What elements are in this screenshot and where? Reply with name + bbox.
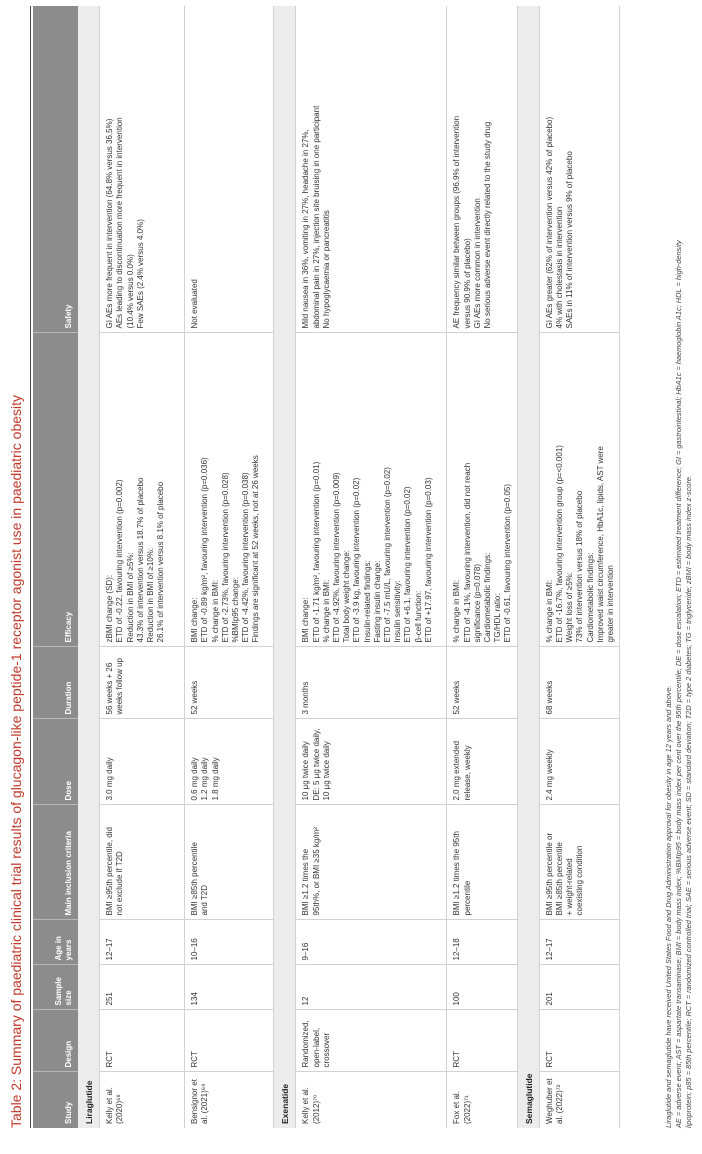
group-row-liraglutide <box>78 6 100 1128</box>
cell-line: 0.6 mg daily <box>190 757 200 801</box>
table-footnotes <box>664 8 694 1128</box>
cell-line: No serious adverse event directly related to the study drug <box>483 121 493 329</box>
cell-line: versus 90.9% of placebo) <box>462 238 472 329</box>
table-row <box>296 6 447 1128</box>
header-sample-size: Sample size <box>33 965 78 1010</box>
cell-dose <box>185 719 274 805</box>
table-row <box>100 6 185 1128</box>
cell-line: GI AEs greater (62% of intervention versus 42% of placebo) <box>544 116 554 329</box>
cell-criteria <box>296 805 447 920</box>
cell-line: 2.0 mg extended <box>452 740 462 801</box>
footnote-approval: Liraglutide and semaglutide have received United States Food and Drug Administration approval for obesity in age 12 years and above. <box>664 685 673 1128</box>
cell-line: 1.8 mg daily <box>210 757 220 801</box>
cell-line: BMI change: <box>301 597 311 643</box>
group-row-exenatide <box>274 6 296 1128</box>
cell-line: ETD of -7.5 mU/L, favouring intervention (p=0.02) <box>383 467 393 643</box>
header-age: Age in years <box>33 920 78 965</box>
cell-age: 10–16 <box>185 920 274 965</box>
cell-safety <box>185 6 274 333</box>
cell-dose <box>539 719 619 805</box>
header-study: Study <box>33 1072 78 1128</box>
table-row <box>539 6 619 1128</box>
cell-line: 10 µg twice daily <box>301 741 311 801</box>
cell-line: ETD of -3.9 kg, favouring intervention (p=0.02) <box>352 477 362 643</box>
cell-sample-size: 201 <box>539 965 619 1010</box>
cell-line: (10.4% versus 0.0%) <box>125 254 135 329</box>
cell-line: not exclude if T2D <box>115 851 125 916</box>
cell-duration <box>539 647 619 719</box>
cell-design: RCT <box>447 1010 517 1072</box>
table-row <box>185 6 274 1128</box>
cell-line: ETD of -4.92%, favouring intervention (p=0.009) <box>332 472 342 643</box>
cell-line: DE: 5 µg twice daily, <box>311 728 321 801</box>
cell-line: ETD of -0.61, favouring intervention (p=0.05) <box>503 483 513 643</box>
cell-line: GI AEs more common in intervention <box>472 198 482 329</box>
cell-line: ETD of -4.1%, favouring intervention, did not reach <box>462 462 472 643</box>
cell-design: RCT <box>539 1010 619 1072</box>
cell-efficacy <box>539 333 619 647</box>
cell-sample-size: 251 <box>100 965 185 1010</box>
cell-line: % change in BMI: <box>321 579 331 643</box>
cell-efficacy <box>185 333 274 647</box>
cell-duration <box>447 647 517 719</box>
cell-line: ETD of -1.71 kg/m², favouring intervention (p=0.01) <box>311 461 321 643</box>
cell-line: BMI ≥1.2 times the 95th <box>452 831 462 916</box>
cell-line: BMI ≥95th percentile, did <box>105 827 115 916</box>
cell-line: coexisting condition <box>575 845 585 916</box>
cell-design: RCT <box>185 1010 274 1072</box>
cell-design: RCT <box>100 1010 185 1072</box>
cell-line: TG/HDL ratio: <box>493 593 503 643</box>
cell-dose <box>296 719 447 805</box>
cell-line: 3 months <box>301 681 311 715</box>
cell-line: BMI change: <box>190 597 200 643</box>
cell-safety <box>447 6 517 333</box>
group-row-semaglutide <box>517 6 539 1128</box>
cell-line: 95th%, or BMI ≥35 kg/m² <box>311 827 321 916</box>
cell-line: BMI ≥95th percentile or <box>544 832 554 916</box>
cell-age: 12–17 <box>539 920 619 965</box>
results-table <box>33 6 620 1128</box>
header-criteria: Main inclusion criteria <box>33 805 78 920</box>
cell-duration <box>185 647 274 719</box>
cell-line: Cardiometabolic findings: <box>585 552 595 643</box>
cell-line: 43.3% of intervention versus 18.7% of placebo <box>135 477 145 643</box>
header-efficacy: Efficacy <box>33 333 78 647</box>
cell-line: Cardiometabolic findings: <box>483 552 493 643</box>
footnote-abbreviations: AE = adverse event; AST = aspartate transaminase; BMI = body mass index; %BMIp95 = body mass index per cent over the 95th percentile; DE = dose escalation; ETD = estimated treatment difference; GI = gastrointestinal; HbA1c = haemoglobin A1c; HDL = high-density <box>674 240 683 1128</box>
cell-dose <box>100 719 185 805</box>
cell-sample-size: 134 <box>185 965 274 1010</box>
cell-criteria <box>100 805 185 920</box>
cell-line: 10 µg twice daily <box>321 741 331 801</box>
cell-safety <box>539 6 619 333</box>
cell-line: % change in BMI: <box>210 579 220 643</box>
cell-line: Findings are significant at 52 weeks, not at 26 weeks <box>251 455 261 643</box>
cell-line: BMI ≥85th percentile <box>555 842 565 916</box>
footnote-abbreviations-cont: lipoprotein; p85 = 85th percentile; RCT = randomized controlled trial; SAE = serious adverse event; SD = standard deviation; T2D = type 2 diabetes; TG = triglyceride; zBMI = body mass index z-score. <box>684 475 693 1128</box>
cell-age: 12–17 <box>100 920 185 965</box>
cell-line: 26.1% of intervention versus 8.1% of placebo <box>156 481 166 643</box>
cell-line: 2.4 mg weekly <box>544 749 554 801</box>
cell-safety <box>296 6 447 333</box>
cell-line: ETD of -0.89 kg/m², favouring intervention (p=0.036) <box>200 457 210 643</box>
cell-line: BMI ≥85th percentile <box>190 842 200 916</box>
cell-line: Improved waist circumference, HbA1c, lipids, AST were <box>595 446 605 643</box>
cell-dose <box>447 719 517 805</box>
cell-line: AEs leading to discontinuation more frequent in intervention <box>115 117 125 329</box>
cell-line: 4% with cholestasis in intervention <box>555 206 565 329</box>
cell-line: Reduction in BMI of ≥5%: <box>125 552 135 643</box>
cell-line: 52 weeks <box>190 680 200 715</box>
cell-line: % change in BMI: <box>544 579 554 643</box>
cell-line: No hypoglycaemia or pancreatitis <box>321 210 331 329</box>
cell-line: 56 weeks + 26 <box>105 662 115 715</box>
cell-study: Kelly et al. (2012)⁷⁰ <box>296 1072 447 1128</box>
cell-line: 52 weeks <box>452 680 462 715</box>
cell-line: BMI ≥1.2 times the <box>301 848 311 916</box>
cell-line: ETD of -0.22, favouring intervention (p=0.002) <box>115 479 125 643</box>
cell-line: ETD of -2.73%, favouring intervention (p=0.028) <box>220 472 230 643</box>
cell-line: AE frequency similar between groups (96.9% of intervention <box>452 115 462 329</box>
cell-line: %BMIp95 change: <box>231 577 241 643</box>
cell-efficacy <box>447 333 517 647</box>
cell-design: Randomized, open-label, crossover <box>296 1010 447 1072</box>
header-design: Design <box>33 1010 78 1072</box>
cell-line: GI AEs more frequent in intervention (64.8% versus 36.5%) <box>105 118 115 329</box>
cell-line: 1.2 mg daily <box>200 757 210 801</box>
cell-line: ETD of +17.97, favouring intervention (p=0.03) <box>423 477 433 643</box>
cell-line: weeks follow up <box>115 658 125 715</box>
caption-rule <box>30 6 31 1128</box>
cell-line: zBMI change (SD): <box>105 574 115 643</box>
cell-line: release, weekly <box>462 745 472 801</box>
cell-line: % change in BMI: <box>452 579 462 643</box>
cell-line: percentile <box>462 880 472 916</box>
cell-duration <box>296 647 447 719</box>
header-dose: Dose <box>33 719 78 805</box>
group-label: Semaglutide <box>517 6 539 1128</box>
cell-line: Insulin-related findings: <box>362 560 372 643</box>
cell-efficacy <box>296 333 447 647</box>
cell-sample-size: 12 <box>296 965 447 1010</box>
header-row <box>33 6 78 1128</box>
table-row <box>447 6 517 1128</box>
header-safety: Safety <box>33 6 78 333</box>
cell-efficacy <box>100 333 185 647</box>
cell-line: 68 weeks <box>544 680 554 715</box>
cell-line: abdominal pain in 27%, injection site bruising in one participant <box>311 105 321 329</box>
cell-line: SAEs in 11% of intervention versus 9% of placebo <box>565 151 575 329</box>
cell-safety <box>100 6 185 333</box>
cell-line: Reduction in BMI of ≥10%: <box>146 547 156 643</box>
cell-criteria <box>539 805 619 920</box>
header-duration: Duration <box>33 647 78 719</box>
cell-study: Fox et al. (2022)⁷¹ <box>447 1072 517 1128</box>
cell-study: Kelly et al. (2020)⁶⁸ <box>100 1072 185 1128</box>
cell-line: Weight loss of ≥5%: <box>565 572 575 643</box>
cell-line: ETD of -4.42%, favouring intervention (p=0.038) <box>241 472 251 643</box>
cell-line: ETD of -16.7%, favouring intervention group (p=<0.001) <box>555 445 565 643</box>
cell-line: significance (p=0.078) <box>472 564 482 643</box>
table-caption: Table 2: Summary of paediatric clinical trial results of glucagon-like peptide-1 receptor agonist use in paediatric obesity <box>8 394 24 1128</box>
cell-line: Fasting insulin change: <box>372 560 382 643</box>
group-label: Liraglutide <box>78 6 100 1128</box>
cell-line: Mild nausea in 36%, vomiting in 27%, headache in 27%, <box>301 129 311 329</box>
cell-line: β-cell function: <box>413 590 423 643</box>
cell-criteria <box>447 805 517 920</box>
cell-line: 3.0 mg daily <box>105 757 115 801</box>
cell-study: Weghuber et al. (2022)⁷² <box>539 1072 619 1128</box>
group-label: Exenatide <box>274 6 296 1128</box>
cell-line: 73% of intervention versus 18% of placebo <box>575 490 585 643</box>
cell-line: Total body weight change: <box>342 549 352 643</box>
cell-age: 12–18 <box>447 920 517 965</box>
cell-line: greater in intervention <box>606 565 616 643</box>
cell-sample-size: 100 <box>447 965 517 1010</box>
cell-line: and T2D <box>200 884 210 916</box>
cell-line: ETD of +6.1, favouring intervention (p=0.02) <box>403 486 413 643</box>
cell-duration <box>100 647 185 719</box>
cell-line: Few SAEs (2.4% versus 4.0%) <box>135 219 145 329</box>
cell-line: Not evaluated <box>190 279 200 329</box>
cell-line: Insulin sensitivity: <box>393 580 403 643</box>
cell-age: 9–16 <box>296 920 447 965</box>
cell-line: + weight-related <box>565 858 575 916</box>
cell-study: Bensignor et al. (2021)⁶⁹ <box>185 1072 274 1128</box>
cell-criteria <box>185 805 274 920</box>
